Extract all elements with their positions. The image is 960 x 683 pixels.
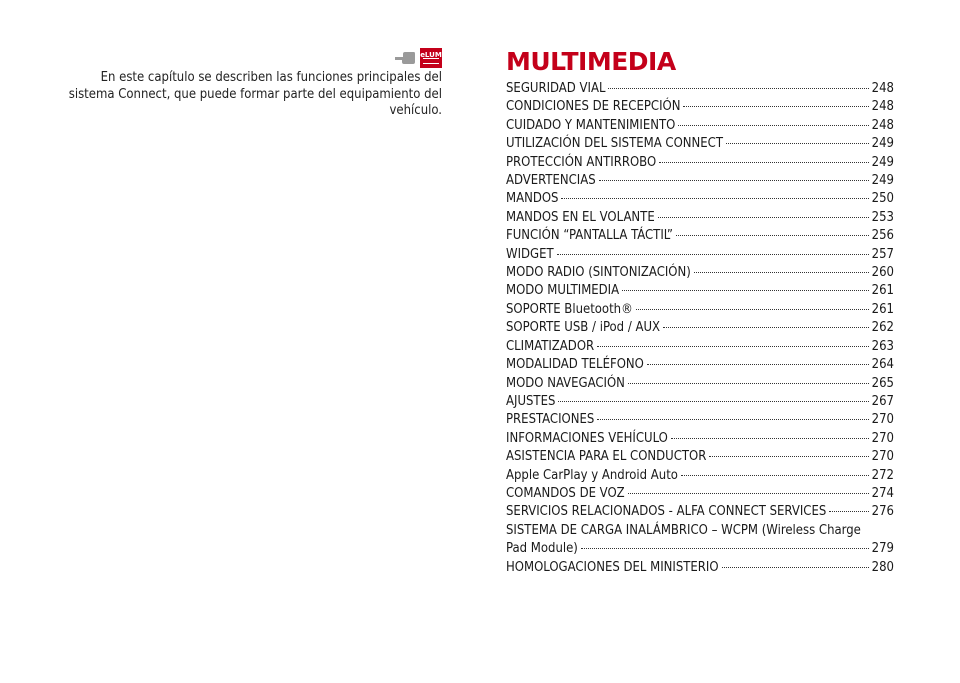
toc-item-title: PRESTACIONES — [506, 412, 595, 428]
toc-item[interactable] — [506, 80, 894, 98]
toc-item-title: MODO RADIO (SINTONIZACIÓN) — [506, 265, 691, 281]
toc-item-title: AJUSTES — [506, 393, 556, 409]
toc-leader-dots — [608, 88, 868, 89]
toc-item-page: 274 — [871, 485, 894, 501]
toc-item-page: 279 — [871, 541, 894, 557]
toc-item-page: 250 — [871, 191, 894, 207]
toc-item-title: COMANDOS DE VOZ — [506, 485, 625, 501]
toc-item[interactable] — [506, 356, 894, 374]
toc-item-title: PROTECCIÓN ANTIRROBO — [506, 154, 657, 170]
toc-item-title: MODO MULTIMEDIA — [506, 283, 620, 299]
table-of-contents — [506, 80, 894, 577]
toc-item-page: 270 — [871, 412, 894, 428]
toc-leader-dots — [658, 217, 869, 218]
toc-item[interactable] — [506, 319, 894, 337]
toc-item[interactable] — [506, 264, 894, 282]
toc-item-page: 265 — [871, 375, 894, 391]
toc-item-title: SERVICIOS RELACIONADOS - ALFA CONNECT SERVICES — [506, 504, 827, 520]
toc-item[interactable] — [506, 503, 894, 521]
toc-item-page: 260 — [871, 265, 894, 281]
toc-item-title: INFORMACIONES VEHÍCULO — [506, 430, 668, 446]
toc-item-page: 249 — [871, 154, 894, 170]
toc-item-title: ASISTENCIA PARA EL CONDUCTOR — [506, 449, 707, 465]
toc-leader-dots — [694, 272, 869, 273]
toc-item[interactable] — [506, 154, 894, 172]
toc-item-page: 257 — [871, 246, 894, 262]
toc-item-page: 248 — [871, 99, 894, 115]
toc-leader-dots — [597, 346, 869, 347]
toc-item-title: Apple CarPlay y Android Auto — [506, 467, 678, 483]
toc-item[interactable] — [506, 301, 894, 319]
toc-item[interactable] — [506, 448, 894, 466]
toc-item-page: 256 — [871, 228, 894, 244]
toc-item-title: ADVERTENCIAS — [506, 173, 596, 189]
toc-leader-dots — [709, 456, 868, 457]
toc-leader-dots — [561, 198, 868, 199]
toc-item-page: 249 — [871, 173, 894, 189]
toc-item-page: 270 — [871, 430, 894, 446]
toc-leader-dots — [722, 567, 869, 568]
toc-item[interactable] — [506, 117, 894, 135]
toc-item-title: UTILIZACIÓN DEL SISTEMA CONNECT — [506, 136, 723, 152]
toc-leader-dots — [681, 475, 869, 476]
toc-item[interactable] — [506, 338, 894, 356]
toc-item[interactable] — [506, 190, 894, 208]
toc-item-page: 248 — [871, 81, 894, 96]
toc-item[interactable] — [506, 135, 894, 153]
toc-item[interactable] — [506, 485, 894, 503]
toc-leader-dots — [622, 290, 869, 291]
toc-item-page: 272 — [871, 467, 894, 483]
toc-item[interactable] — [506, 227, 894, 245]
toc-item-title: CUIDADO Y MANTENIMIENTO — [506, 117, 676, 133]
toc-leader-dots — [599, 180, 869, 181]
toc-leader-dots — [726, 143, 869, 144]
toc-item-title: WIDGET — [506, 246, 554, 262]
toc-item-title: SOPORTE Bluetooth® — [506, 301, 633, 317]
toc-item-title: SOPORTE USB / iPod / AUX — [506, 320, 661, 336]
toc-item-page: 270 — [871, 449, 894, 465]
section-title: MULTIMEDIA — [506, 47, 676, 76]
toc-leader-dots — [558, 401, 868, 402]
toc-item[interactable] — [506, 246, 894, 264]
toc-leader-dots — [636, 309, 869, 310]
elum-badge-icon: eLUM — [420, 48, 442, 68]
header-icons — [394, 48, 442, 68]
toc-item[interactable] — [506, 467, 894, 485]
hand-pointing-icon — [394, 51, 416, 65]
toc-leader-dots — [628, 383, 869, 384]
toc-item-page: 276 — [871, 504, 894, 520]
toc-item-page: 253 — [871, 209, 894, 225]
toc-leader-dots — [581, 548, 869, 549]
toc-leader-dots — [663, 327, 869, 328]
toc-item-title: CONDICIONES DE RECEPCIÓN — [506, 99, 681, 115]
toc-item-page: 261 — [871, 301, 894, 317]
toc-item-title: MANDOS EN EL VOLANTE — [506, 209, 655, 225]
toc-item-page: 262 — [871, 320, 894, 336]
toc-item-title: MANDOS — [506, 191, 559, 207]
toc-leader-dots — [628, 493, 869, 494]
toc-item-page: 248 — [871, 117, 894, 133]
toc-item[interactable] — [506, 411, 894, 429]
toc-leader-dots — [829, 511, 868, 512]
toc-item-title: SEGURIDAD VIAL — [506, 81, 606, 96]
toc-item-page: 249 — [871, 136, 894, 152]
toc-item[interactable] — [506, 375, 894, 393]
toc-item[interactable] — [506, 522, 894, 559]
toc-leader-dots — [647, 364, 869, 365]
toc-item-title: HOMOLOGACIONES DEL MINISTERIO — [506, 559, 719, 575]
toc-item-page: 267 — [871, 393, 894, 409]
toc-leader-dots — [683, 106, 868, 107]
toc-item-title: CLIMATIZADOR — [506, 338, 595, 354]
toc-item-title: FUNCIÓN “PANTALLA TÁCTIL” — [506, 228, 673, 244]
toc-leader-dots — [678, 125, 868, 126]
toc-item-page: 263 — [871, 338, 894, 354]
toc-leader-dots — [597, 419, 868, 420]
toc-item[interactable] — [506, 98, 894, 116]
toc-item[interactable] — [506, 209, 894, 227]
toc-item-title: MODALIDAD TELÉFONO — [506, 357, 644, 373]
toc-item[interactable] — [506, 430, 894, 448]
toc-leader-dots — [671, 438, 869, 439]
toc-leader-dots — [557, 254, 869, 255]
toc-leader-dots — [676, 235, 869, 236]
toc-item[interactable] — [506, 559, 894, 577]
chapter-intro: En este capítulo se describen las funciones principales del sistema Connect, que puede formar parte del equipamiento del vehículo. — [68, 70, 442, 118]
toc-item-title: MODO NAVEGACIÓN — [506, 375, 625, 391]
toc-item[interactable] — [506, 172, 894, 190]
toc-item-page: 264 — [871, 357, 894, 373]
toc-item[interactable] — [506, 282, 894, 300]
toc-item-page: 280 — [871, 559, 894, 575]
toc-item[interactable] — [506, 393, 894, 411]
toc-item-title-line1: SISTEMA DE CARGA INALÁMBRICO – WCPM (Wireless Charge — [506, 522, 861, 538]
toc-leader-dots — [659, 162, 869, 163]
toc-item-title-line2: Pad Module) — [506, 541, 578, 557]
toc-item-page: 261 — [871, 283, 894, 299]
